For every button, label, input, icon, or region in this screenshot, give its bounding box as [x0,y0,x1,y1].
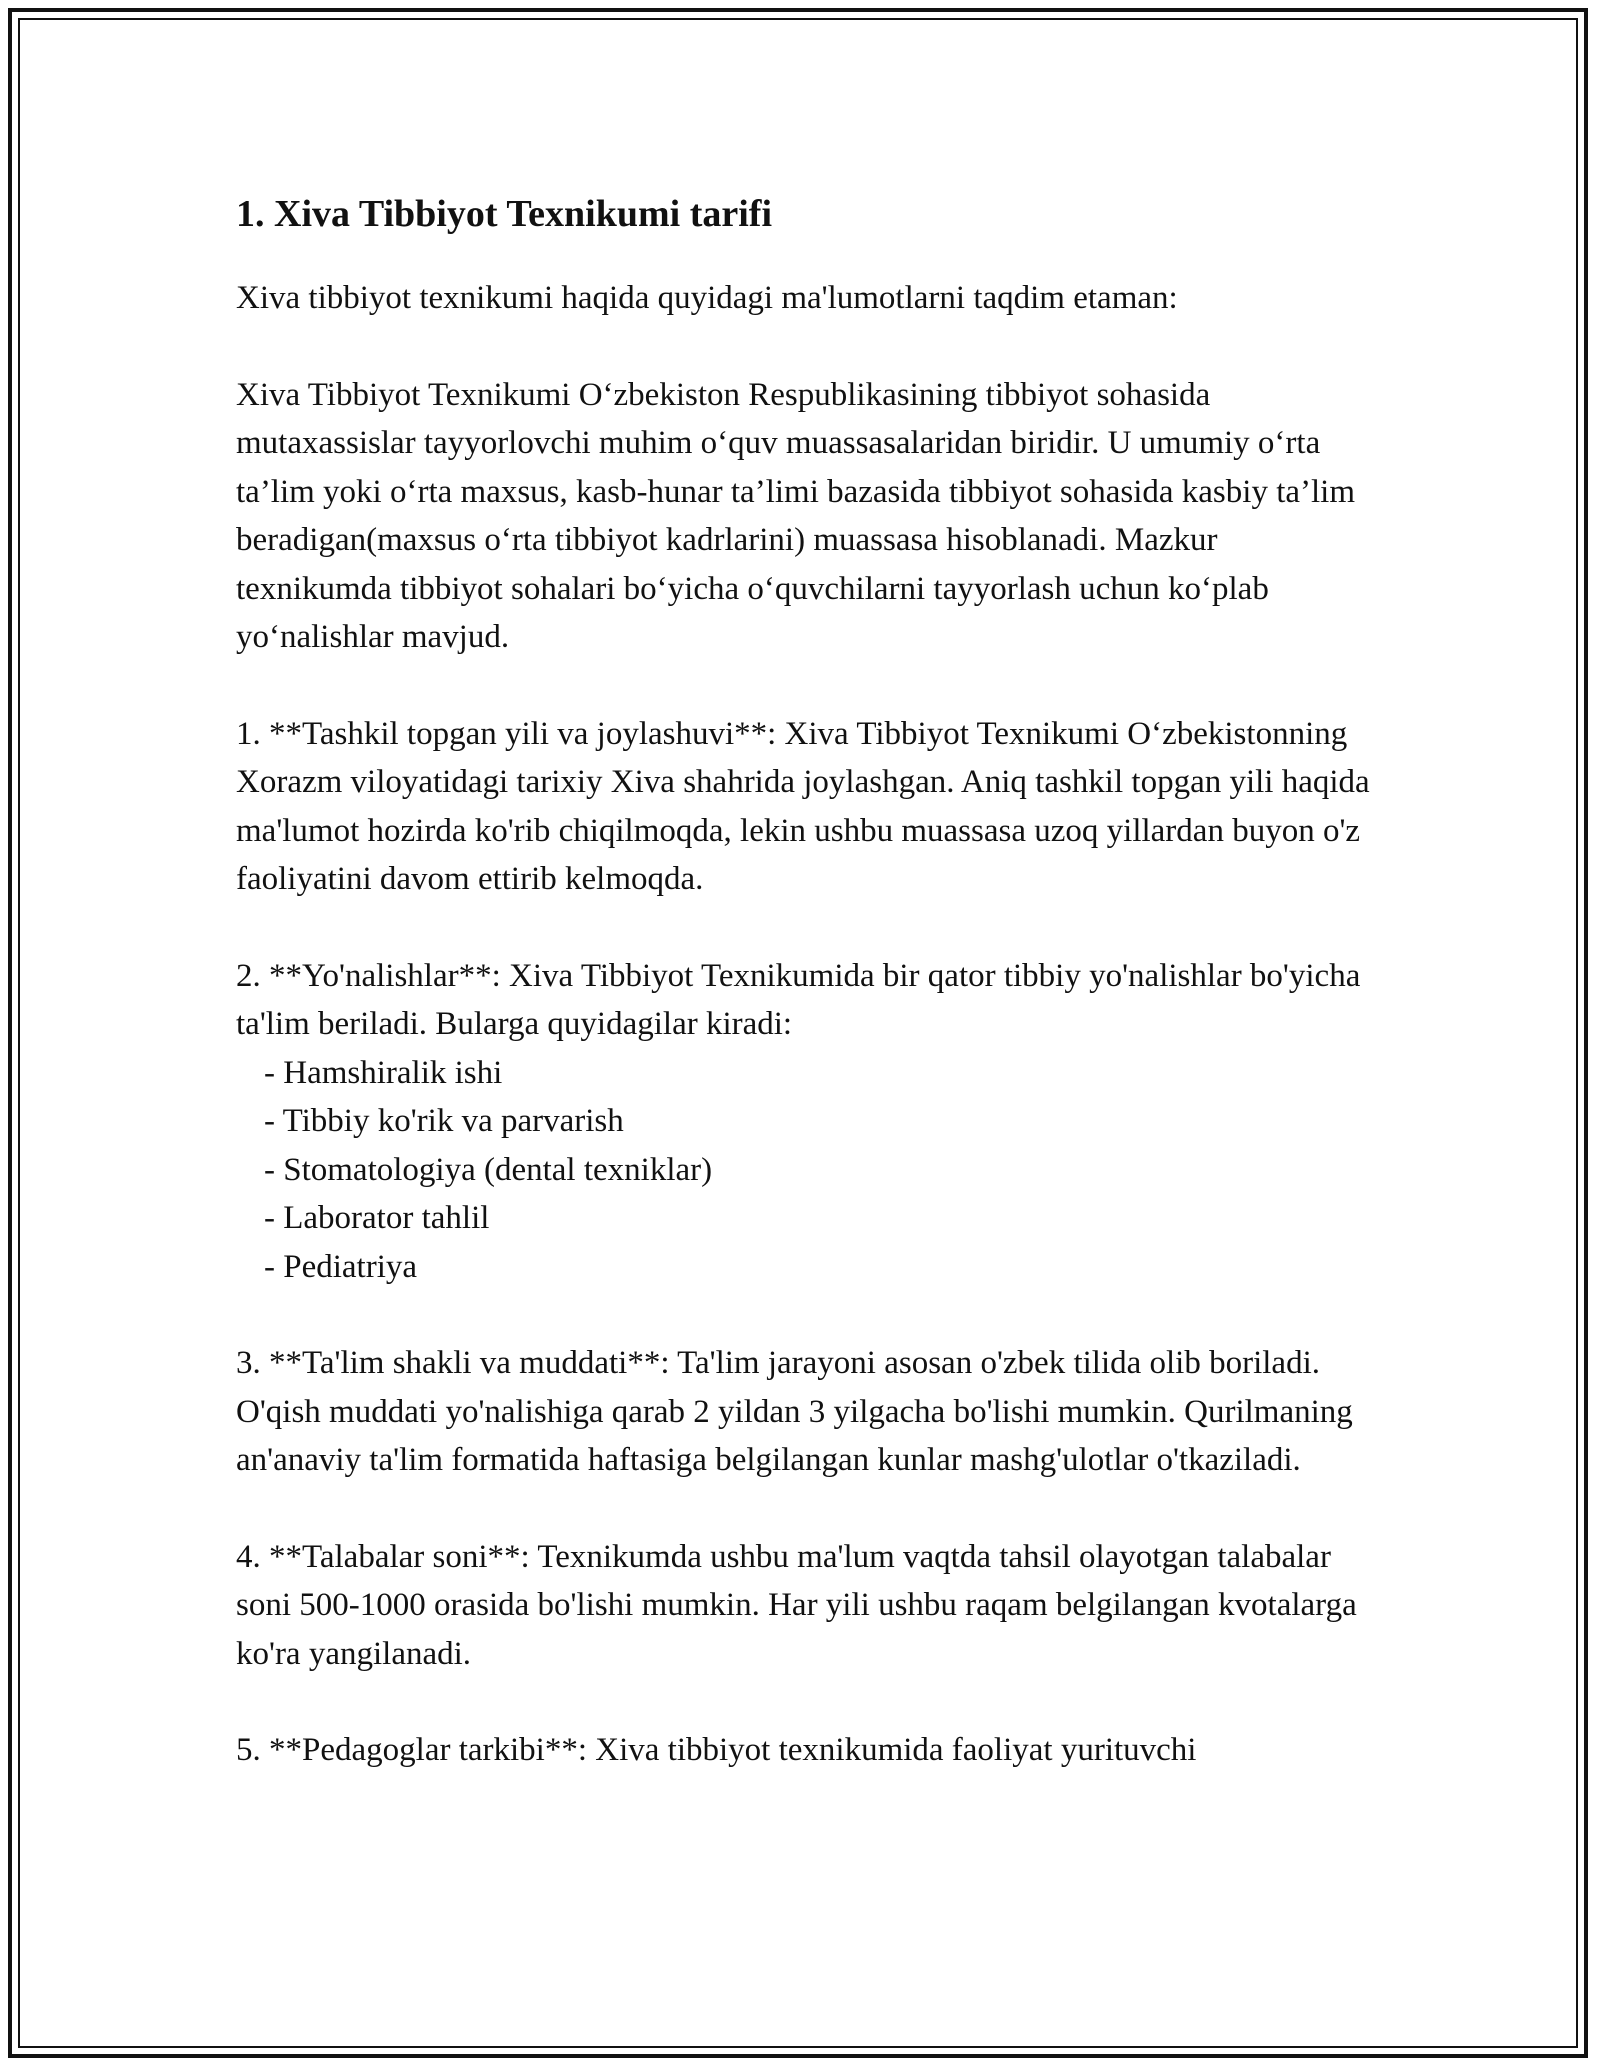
list-item: - Tibbiy ko'rik va parvarish [264,1103,624,1139]
document-body [236,190,1376,1823]
section-4-paragraph: 4. **Talabalar soni**: Texnikumda ushbu ma'lum vaqtda tahsil olayotgan talabalar soni 500-1000 orasida bo'lishi mumkin. Har yili ushbu raqam belgilangan kvotalarga ko'ra yangilanadi. [236,1538,1357,1672]
overview-paragraph: Xiva Tibbiyot Texnikumi O‘zbekiston Respublikasining tibbiyot sohasida mutaxassislar tayyorlovchi muhim o‘quv muassasalaridan biridir. U umumiy o‘rta ta’lim yoki o‘rta maxsus, kasb-hunar ta’limi bazasida tibbiyot sohasida kasbiy ta’lim beradigan(maxsus o‘rta tibbiyot kadrlarini) muassasa hisoblanadi. Mazkur texnikumda tibbiyot sohalari bo‘yicha o‘quvchilarni tayyorlash uchun ko‘plab yo‘nalishlar mavjud. [236,376,1356,655]
section-3-paragraph: 3. **Ta'lim shakli va muddati**: Ta'lim jarayoni asosan o'zbek tilida olib boriladi. O'qish muddati yo'nalishiga qarab 2 yildan 3 yilgacha bo'lishi mumkin. Qurilmaning an'anaviy ta'lim formatida haftasiga belgilangan kunlar mashg'ulotlar o'tkaziladi. [236,1345,1353,1478]
section-2-paragraph: 2. **Yo'nalishlar**: Xiva Tibbiyot Texnikumida bir qator tibbiy yo'nalishlar bo'yicha ta'lim beriladi. Bularga quyidagilar kiradi: [236,957,1361,1042]
intro-paragraph: Xiva tibbiyot texnikumi haqida quyidagi ma'lumotlarni taqdim etaman: [236,280,1178,316]
list-item: - Stomatologiya (dental texniklar) [264,1151,713,1188]
list-item: - Laborator tahlil [264,1200,490,1236]
list-item: - Pediatriya [264,1248,418,1285]
section-1-paragraph: 1. **Tashkil topgan yili va joylashuvi**: Xiva Tibbiyot Texnikumi O‘zbekistonning Xorazm viloyatidagi tarixiy Xiva shahrida joylashgan. Aniq tashkil topgan yili haqida ma'lumot hozirda ko'rib chiqilmoqda, lekin ushbu muassasa uzoq yillardan buyon o'z faoliyatini davom ettirib kelmoqda. [236,715,1370,897]
list-item: - Hamshiralik ishi [264,1054,503,1091]
directions-list [236,1049,1376,1292]
section-5-paragraph: 5. **Pedagoglar tarkibi**: Xiva tibbiyot texnikumida faoliyat yurituvchi [236,1732,1197,1768]
document-title: 1. Xiva Tibbiyot Texnikumi tarifi [236,193,773,235]
section-2 [236,952,1376,1292]
